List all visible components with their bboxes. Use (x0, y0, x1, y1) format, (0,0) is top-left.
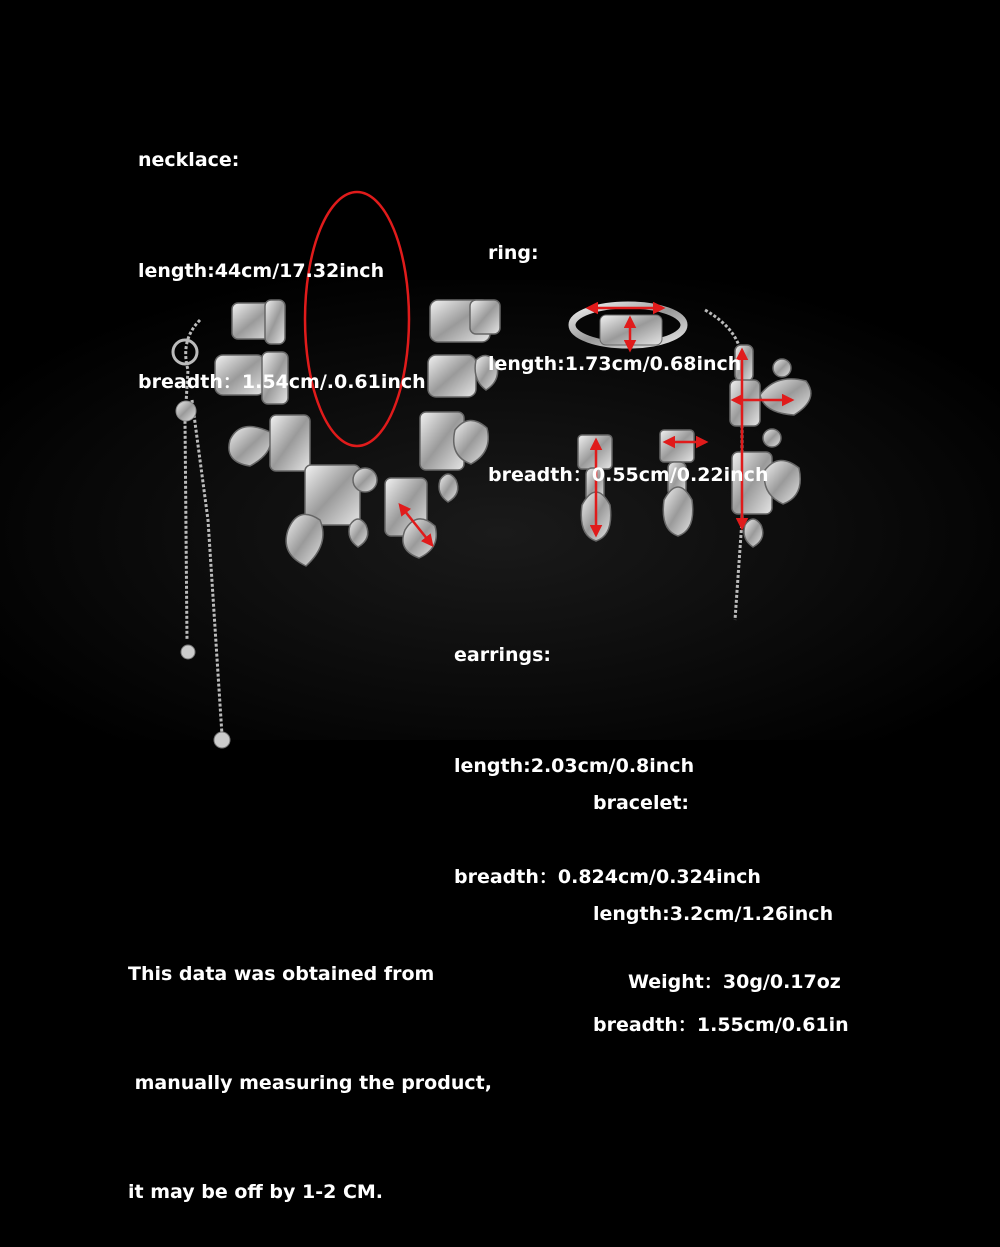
bracelet-breadth: breadth：1.55cm/0.61in (593, 1014, 849, 1036)
note-line-1: This data was obtained from (128, 963, 435, 985)
measurement-note (128, 883, 492, 1247)
weight-label: Weight：30g/0.17oz (628, 971, 841, 993)
bracelet-specs (593, 711, 849, 1081)
bracelet-length: length:3.2cm/1.26inch (593, 903, 834, 925)
ring-title: ring: (488, 242, 539, 264)
bracelet-title: bracelet: (593, 792, 690, 814)
necklace-breadth: breadth：1.54cm/.0.61inch (138, 371, 426, 393)
ring-length: length:1.73cm/0.68inch (488, 353, 742, 375)
note-line-2: manually measuring the product, (128, 1072, 492, 1094)
earrings-title: earrings: (454, 644, 551, 666)
necklace-specs (138, 68, 426, 438)
necklace-length: length:44cm/17.32inch (138, 260, 385, 282)
ring-breadth: breadth：0.55cm/0.22inch (488, 464, 769, 486)
note-line-3: it may be off by 1-2 CM. (128, 1181, 384, 1203)
ring-specs (488, 161, 768, 531)
earrings-breadth: breadth：0.824cm/0.324inch (454, 866, 761, 888)
earrings-length: length:2.03cm/0.8inch (454, 755, 695, 777)
necklace-title: necklace: (138, 149, 240, 171)
